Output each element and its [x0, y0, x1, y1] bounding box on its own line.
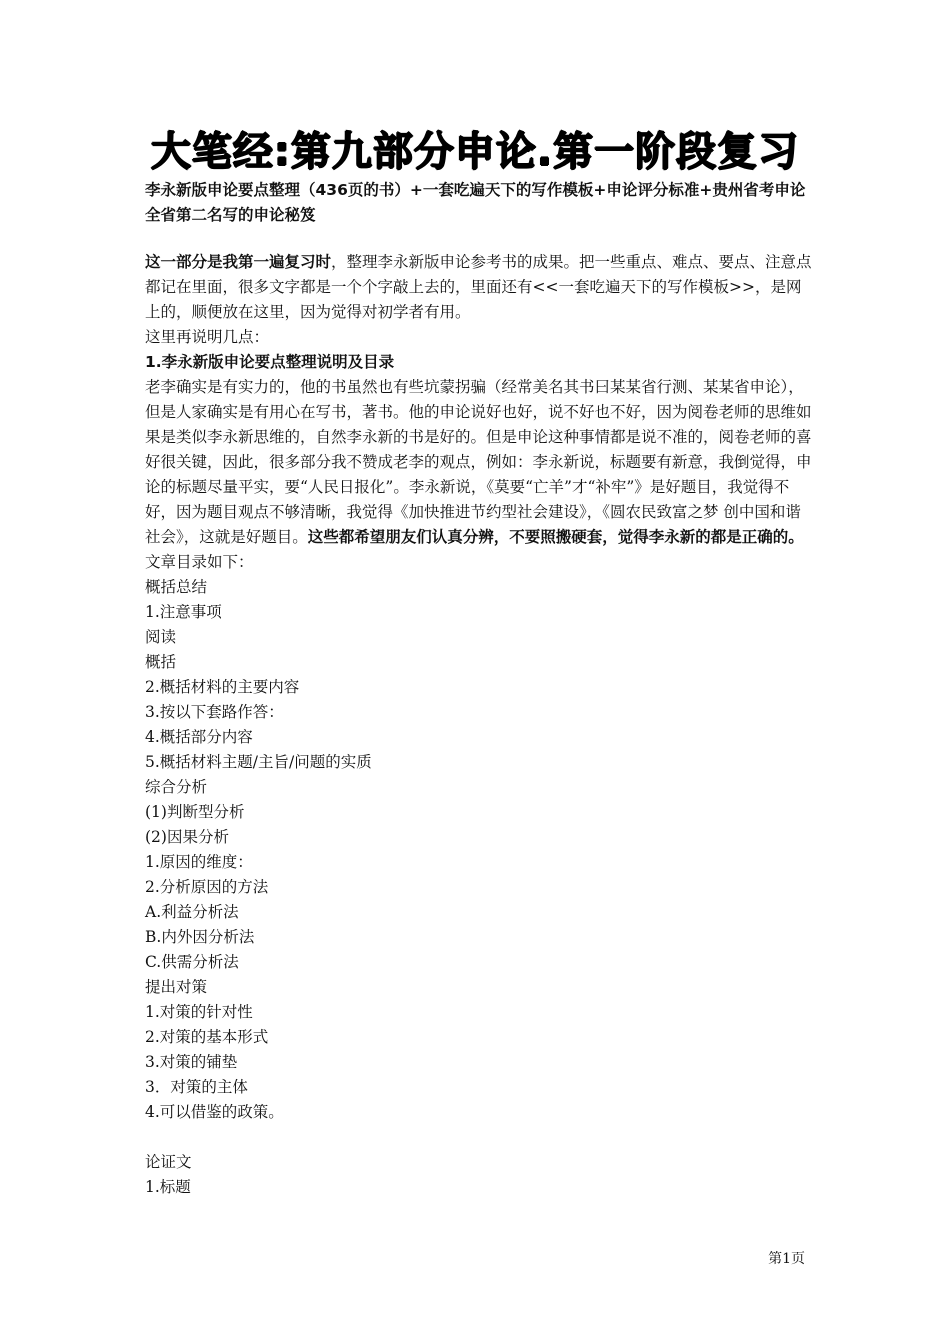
toc-item: C.供需分析法 — [145, 953, 239, 971]
toc-item: 1.注意事项 — [145, 603, 222, 621]
toc-item: 5.概括材料主题/主旨/问题的实质 — [145, 753, 372, 771]
toc-item: 提出对策 — [145, 978, 208, 996]
intro-paragraph — [145, 250, 815, 325]
toc-intro: 文章目录如下： — [145, 553, 254, 571]
toc-item: 4.概括部分内容 — [145, 728, 253, 746]
subtitle: 李永新版申论要点整理（436页的书）+一套吃遍天下的写作模板+申论评分标准+贵州省考申论全省第二名写的申论秘笈 — [145, 181, 806, 224]
toc-item: 3．对策的主体 — [145, 1078, 248, 1096]
toc-item: 2.对策的基本形式 — [145, 1028, 269, 1046]
toc-item: 论证文 — [145, 1153, 192, 1171]
toc-item: 概括 — [145, 653, 177, 671]
toc-item: 1.标题 — [145, 1178, 191, 1196]
toc-item: 2.分析原因的方法 — [145, 878, 269, 896]
section1-heading: 1.李永新版申论要点整理说明及目录 — [145, 353, 395, 371]
toc-list — [145, 575, 815, 1200]
intro-rest: ，整理李永新版申论参考书的成果。把一些重点、难点、要点、注意点都记在里面，很多文字都是一个个字敲上去的，里面还有<<一套吃遍天下的写作模板>>，是网上的，顺便放在这里，因为觉得对初学者有用。 — [145, 253, 812, 321]
toc-item: 综合分析 — [145, 778, 208, 796]
toc-item: 阅读 — [145, 628, 177, 646]
page-title: 大笔经:第九部分申论.第一阶段复习 — [150, 129, 800, 175]
toc-item: 3.按以下套路作答： — [145, 703, 284, 721]
blank-line — [145, 1125, 815, 1150]
intro-lead: 这一部分是我第一遍复习时 — [145, 253, 332, 271]
toc-item: (2)因果分析 — [145, 828, 229, 846]
note-line: 这里再说明几点： — [145, 328, 270, 346]
toc-item: 4.可以借鉴的政策。 — [145, 1103, 284, 1121]
toc-item: 3.对策的铺垫 — [145, 1053, 238, 1071]
toc-item: B.内外因分析法 — [145, 928, 255, 946]
section1-paragraph — [145, 375, 815, 550]
document-body — [145, 250, 815, 1200]
toc-item: 概括总结 — [145, 578, 208, 596]
page-number: 第1页 — [768, 1251, 805, 1267]
toc-item: 2.概括材料的主要内容 — [145, 678, 300, 696]
toc-item: 1.对策的针对性 — [145, 1003, 253, 1021]
section1-text: 老李确实是有实力的，他的书虽然也有些坑蒙拐骗（经常美名其书曰某某省行测、某某省申论），但是人家确实是有用心在写书，著书。他的申论说好也好，说不好也不好，因为阅卷老师的思维如果是类似李永新思维的，自然李永新的书是好的。但是申论这种事情都是说不准的，阅卷老师的喜好很关键，因此，很多部分我不赞成老李的观点，例如：李永新说，标题要有新意，我倒觉得，申论的标题尽量平实，要“人民日报化”。李永新说，《莫要“亡羊”才“补牢”》是好题目，我觉得不好，因为题目观点不够清晰，我觉得《加快推进节约型社会建设》，《圆农民致富之梦 创中国和谐社会》，这就是好题目。 — [145, 378, 812, 546]
section1-bold-end: 这些都希望朋友们认真分辨，不要照搬硬套，觉得李永新的都是正确的。 — [307, 528, 804, 546]
toc-item: (1)判断型分析 — [145, 803, 245, 821]
toc-item: A.利益分析法 — [145, 903, 239, 921]
toc-item: 1.原因的维度： — [145, 853, 253, 871]
